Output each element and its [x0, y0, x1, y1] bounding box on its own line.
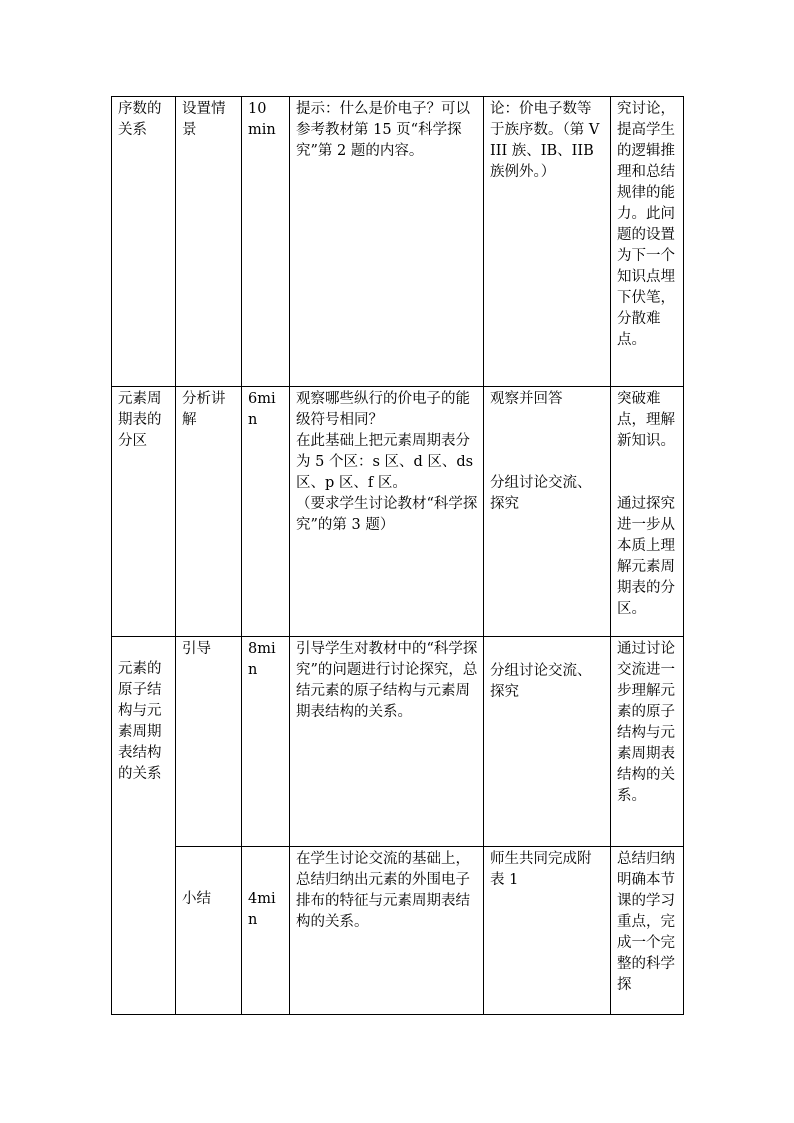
student-activity-cell: 论：价电子数等于族序数。（第 VIII 族、IB、IIB 族例外。）: [484, 97, 611, 387]
time-cell: 6min: [242, 387, 290, 637]
design-intent-cell: [611, 387, 684, 637]
student-activity-observe: 观察并回答: [490, 391, 563, 407]
student-activity-cell: [484, 637, 611, 847]
teacher-activity-cell: 引导学生对教材中的“科学探究”的问题进行讨论探究，总结元素的原子结构与元素周期表结构的关系。: [290, 637, 484, 847]
stage-cell: 分析讲解: [176, 387, 242, 637]
teacher-activity-cell: 在学生讨论交流的基础上，总结归纳出元素的外围电子排布的特征与元素周期表结构的关系。: [290, 847, 484, 1015]
section-label: 元素的原子结构与元素周期表结构的关系: [118, 661, 162, 782]
table-row: [112, 637, 684, 847]
design-intent-cell: 通过讨论交流进一步理解元素的原子结构与元素周期表结构的关系。: [611, 637, 684, 847]
time-label: 4min: [248, 891, 276, 928]
design-intent-cell: 究讨论，提高学生的逻辑推理和总结规律的能力。此问题的设置为下一个知识点埋下伏笔，分散难点。: [611, 97, 684, 387]
table-row: [112, 847, 684, 1015]
student-activity-text: 分组讨论交流、探究: [490, 663, 592, 700]
section-cell: 元素周期表的分区: [112, 387, 176, 637]
time-cell: [242, 847, 290, 1015]
time-cell: 8min: [242, 637, 290, 847]
stage-cell: [176, 847, 242, 1015]
stage-cell: 设置情景: [176, 97, 242, 387]
design-intent-cell: 总结归纳明确本节课的学习重点，完成一个完整的科学探: [611, 847, 684, 1015]
teacher-activity-cell: 提示：什么是价电子？可以参考教材第 15 页“科学探究”第 2 题的内容。: [290, 97, 484, 387]
design-intent-2: 通过探究进一步从本质上理解元素周期表的分区。: [617, 496, 675, 617]
time-cell: 10 min: [242, 97, 290, 387]
student-activity-cell: 师生共同完成附表 1: [484, 847, 611, 1015]
stage-cell: 引导: [176, 637, 242, 847]
section-cell: 序数的关系: [112, 97, 176, 387]
design-intent-1: 突破难点，理解新知识。: [617, 391, 675, 449]
table-row: [112, 387, 684, 637]
teacher-activity-cell: 观察哪些纵行的价电子的能级符号相同？ 在此基础上把元素周期表分为 5 个区：s 区、d 区、ds 区、p 区、f 区。 （要求学生讨论教材“科学探究”的第 3 题）: [290, 387, 484, 637]
section-cell: [112, 637, 176, 1015]
lesson-plan-table: [111, 96, 684, 1015]
table-row: [112, 97, 684, 387]
student-activity-discuss: 分组讨论交流、探究: [490, 475, 592, 512]
student-activity-cell: [484, 387, 611, 637]
stage-label: 小结: [182, 891, 211, 907]
